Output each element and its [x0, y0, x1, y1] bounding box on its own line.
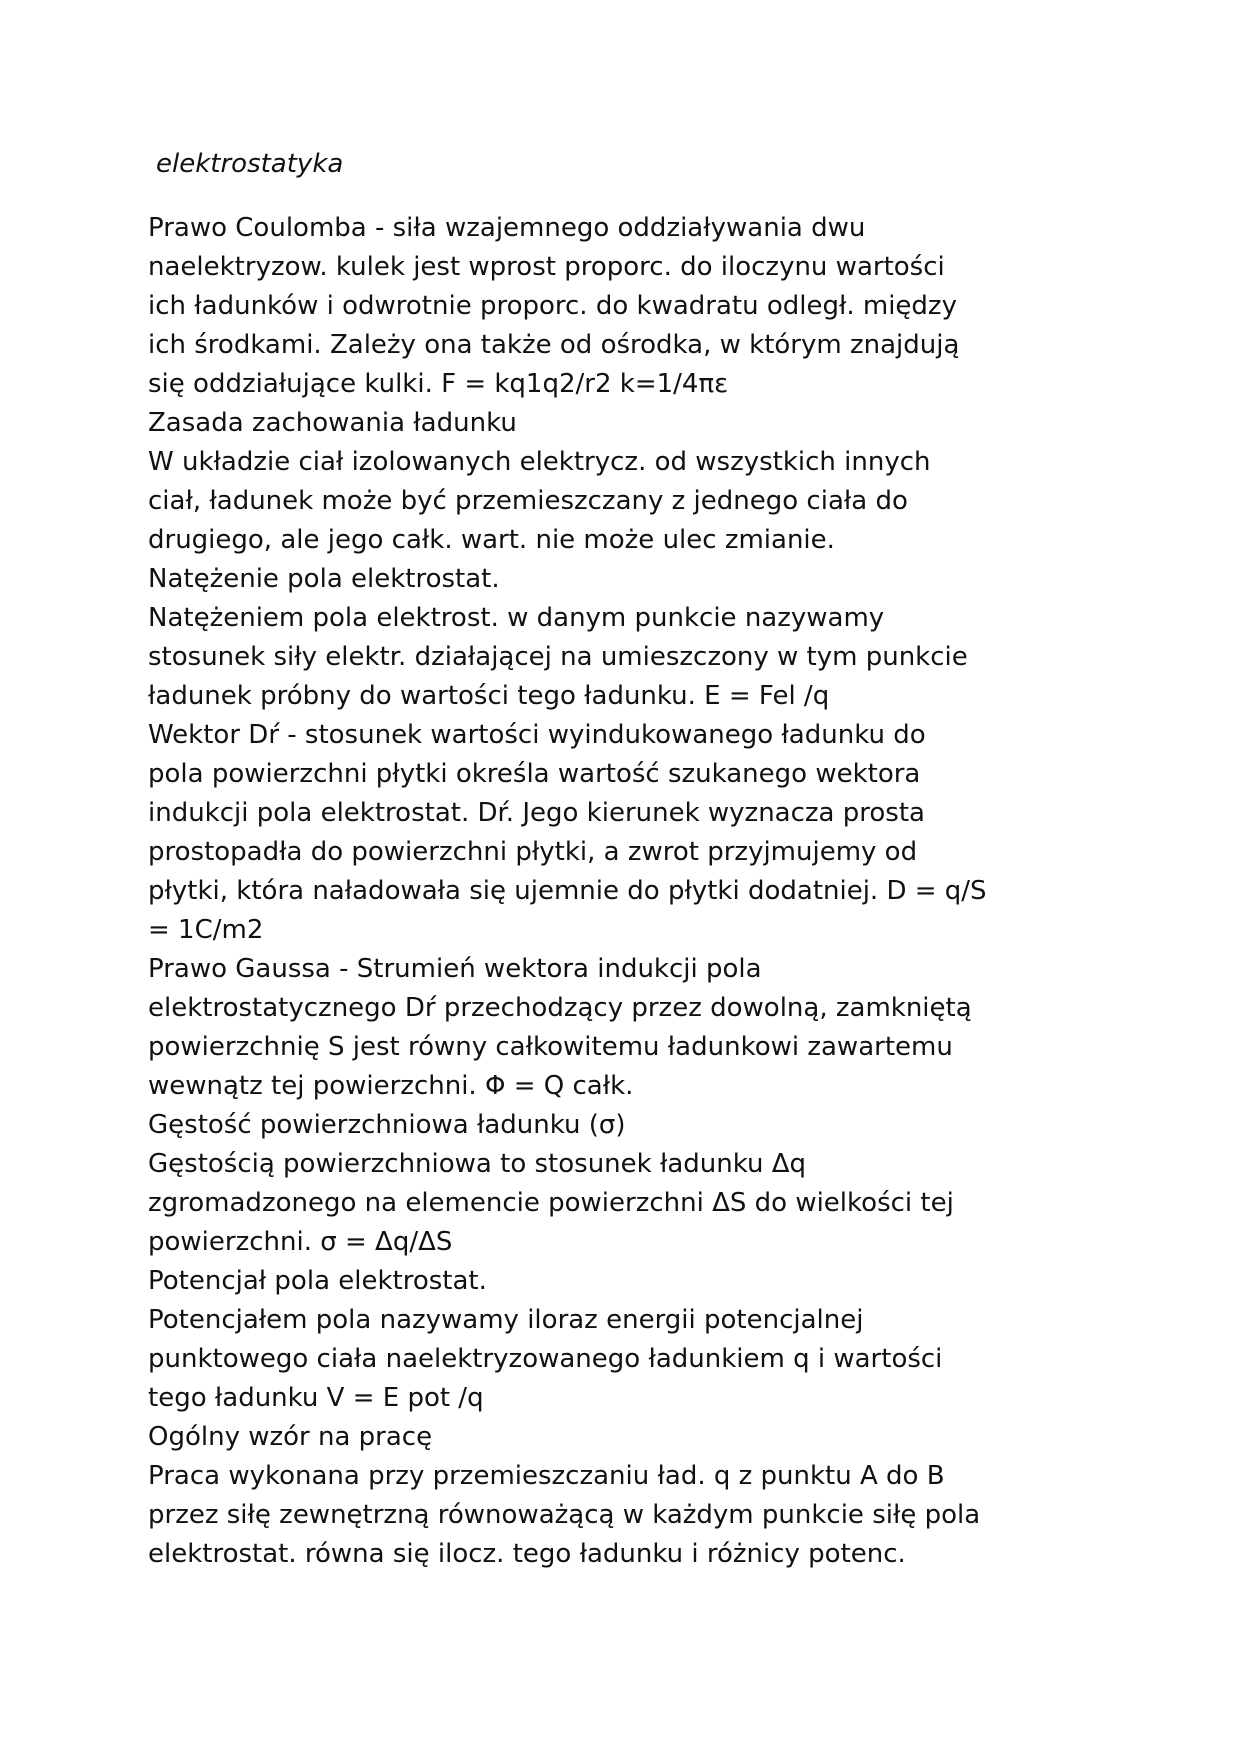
text-line: Gęstością powierzchniowa to stosunek ładunku Δq: [148, 1149, 807, 1179]
text-line: zgromadzonego na elemencie powierzchni ΔS do wielkości tej: [148, 1188, 954, 1218]
text-line: indukcji pola elektrostat. Dŕ. Jego kierunek wyznacza prosta: [148, 798, 925, 828]
text-line: tego ładunku V = E pot /q: [148, 1383, 484, 1413]
text-line: Praca wykonana przy przemieszczaniu ład. q z punktu A do B: [148, 1461, 945, 1491]
document-body: [148, 209, 1108, 1574]
text-line: drugiego, ale jego całk. wart. nie może ulec zmianie.: [148, 525, 835, 555]
text-line: się oddziałujące kulki. F = kq1q2/r2 k=1/4πε: [148, 369, 729, 399]
text-line: stosunek siły elektr. działającej na umieszczony w tym punkcie: [148, 642, 968, 672]
section-heading: Gęstość powierzchniowa ładunku (σ): [148, 1110, 626, 1140]
document-title: elektrostatyka: [156, 149, 344, 179]
text-line: Prawo Gaussa - Strumień wektora indukcji pola: [148, 954, 762, 984]
text-line: ich ładunków i odwrotnie proporc. do kwadratu odległ. między: [148, 291, 957, 321]
section-heading: Potencjał pola elektrostat.: [148, 1266, 487, 1296]
section-heading: Ogólny wzór na pracę: [148, 1422, 433, 1452]
text-line: powierzchni. σ = Δq/ΔS: [148, 1227, 453, 1257]
text-line: naelektryzow. kulek jest wprost proporc. do iloczynu wartości: [148, 252, 945, 282]
section-heading: Natężenie pola elektrostat.: [148, 564, 500, 594]
text-line: Potencjałem pola nazywamy iloraz energii potencjalnej: [148, 1305, 864, 1335]
text-line: Prawo Coulomba - siła wzajemnego oddziaływania dwu: [148, 213, 866, 243]
text-line: prostopadła do powierzchni płytki, a zwrot przyjmujemy od: [148, 837, 918, 867]
text-line: Natężeniem pola elektrost. w danym punkcie nazywamy: [148, 603, 885, 633]
text-line: ich środkami. Zależy ona także od ośrodka, w którym znajdują: [148, 330, 960, 360]
text-line: = 1C/m2: [148, 915, 264, 945]
text-line: elektrostatycznego Dŕ przechodzący przez dowolną, zamkniętą: [148, 993, 972, 1023]
text-line: wewnątz tej powierzchni. Φ = Q całk.: [148, 1071, 634, 1101]
text-line: przez siłę zewnętrzną równoważącą w każdym punkcie siłę pola: [148, 1500, 981, 1530]
text-line: elektrostat. równa się ilocz. tego ładunku i różnicy potenc.: [148, 1539, 906, 1569]
text-line: Wektor Dŕ - stosunek wartości wyindukowanego ładunku do: [148, 720, 926, 750]
text-line: pola powierzchni płytki określa wartość szukanego wektora: [148, 759, 921, 789]
text-line: płytki, która naładowała się ujemnie do płytki dodatniej. D = q/S: [148, 876, 987, 906]
text-line: ładunek próbny do wartości tego ładunku. E = Fel /q: [148, 681, 830, 711]
text-line: ciał, ładunek może być przemieszczany z jednego ciała do: [148, 486, 908, 516]
section-heading: Zasada zachowania ładunku: [148, 408, 517, 438]
text-line: W układzie ciał izolowanych elektrycz. od wszystkich innych: [148, 447, 931, 477]
text-line: punktowego ciała naelektryzowanego ładunkiem q i wartości: [148, 1344, 943, 1374]
text-line: powierzchnię S jest równy całkowitemu ładunkowi zawartemu: [148, 1032, 953, 1062]
